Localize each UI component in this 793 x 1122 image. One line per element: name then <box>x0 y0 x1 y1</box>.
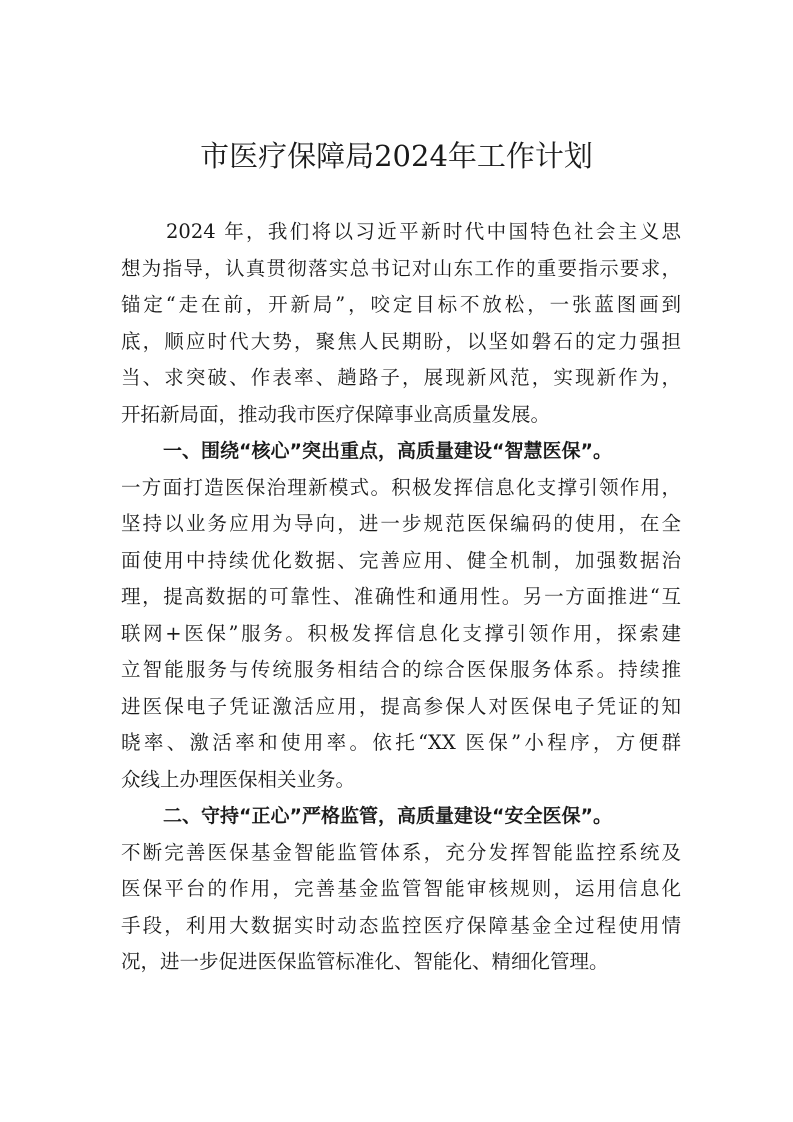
document-body <box>121 214 681 981</box>
document-title: 市医疗保障局2024年工作计划 <box>200 139 593 173</box>
intro-line: 2024 年，我们将以习近平新时代中国特色社会主义思 <box>166 220 681 243</box>
section-1-heading: 一、围绕“核心”突出重点，高质量建设“智慧医保”。 <box>163 440 612 462</box>
intro-line: 锚定“走在前，开新局”，咬定目标不放松，一张蓝图画到 <box>121 293 681 316</box>
section-1-line: 面使用中持续优化数据、完善应用、健全机制，加强数据治 <box>121 548 681 572</box>
section-1-line: 立智能服务与传统服务相结合的综合医保服务体系。持续推 <box>121 658 681 681</box>
section-1-line: 理，提高数据的可靠性、准确性和通用性。另一方面推进“互 <box>121 585 681 608</box>
section-1-line: 一方面打造医保治理新模式。积极发挥信息化支撑引领作用， <box>121 475 681 499</box>
intro-line: 当、求突破、作表率、趟路子，展现新风范，实现新作为， <box>121 366 681 389</box>
section-2-line: 医保平台的作用，完善基金监管智能审核规则，运用信息化 <box>121 877 681 900</box>
section-2-heading: 二、守持“正心”严格监管，高质量建设“安全医保”。 <box>163 805 612 827</box>
section-1-line: 联网+医保”服务。积极发挥信息化支撑引领作用，探索建 <box>121 621 681 645</box>
section-2-line: 手段，利用大数据实时动态监控医疗保障基金全过程使用情 <box>121 913 681 937</box>
section-2-line: 不断完善医保基金智能监管体系，充分发挥智能监控系统及 <box>121 840 681 864</box>
section-1-line: 进医保电子凭证激活应用，提高参保人对医保电子凭证的知 <box>121 694 681 718</box>
section-1-line: 晓率、激活率和使用率。依托“XX 医保”小程序，方便群 <box>121 731 681 754</box>
intro-line: 开拓新局面，推动我市医疗保障事业高质量发展。 <box>121 402 551 426</box>
section-1-line: 坚持以业务应用为导向，进一步规范医保编码的使用，在全 <box>121 512 681 535</box>
section-1-line: 众线上办理医保相关业务。 <box>121 767 356 791</box>
section-2-line: 况，进一步促进医保监管标准化、智能化、精细化管理。 <box>121 950 609 973</box>
intro-line: 想为指导，认真贯彻落实总书记对山东工作的重要指示要求， <box>121 256 681 280</box>
intro-line: 底，顺应时代大势，聚焦人民期盼，以坚如磐石的定力强担 <box>121 329 681 353</box>
